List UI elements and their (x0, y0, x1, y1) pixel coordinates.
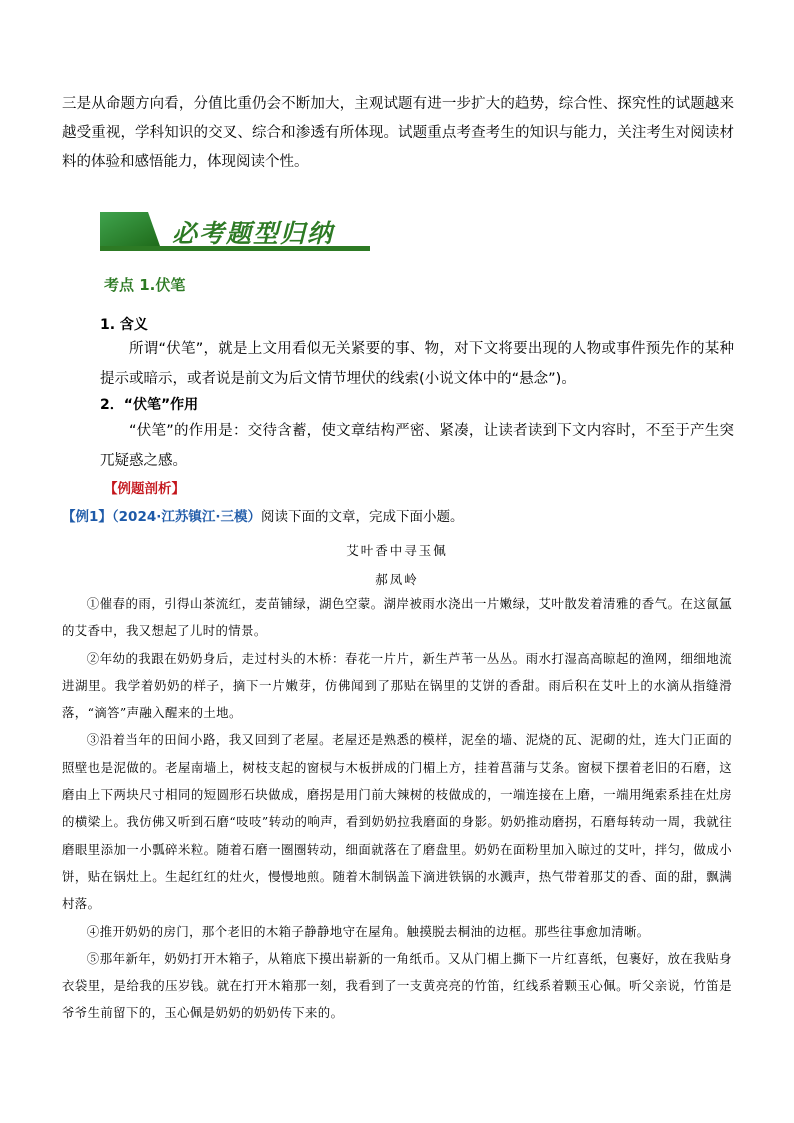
article-paragraph: ①催春的雨，引得山茶流红，麦苗铺绿，湖色空蒙。湖岸被雨水浇出一片嫩绿，艾叶散发着清雅的香气。在这氤氲的艾香中，我又想起了儿时的情景。 (62, 596, 732, 639)
section-body-meaning: 所谓“伏笔”，就是上文用看似无关紧要的事、物，对下文将要出现的人物或事件预先作的某种提示或暗示，或者说是前文为后文情节埋伏的线索(小说文体中的“悬念”)。 (100, 341, 734, 387)
article-paragraph: ⑤那年新年，奶奶打开木箱子，从箱底下摸出崭新的一角纸币。又从门楣上撕下一片红喜纸，包裹好，放在我贴身衣袋里，是给我的压岁钱。就在打开木箱那一刻，我看到了一支黄亮亮的竹笛，红线系着颗玉心佩。听父亲说，竹笛是爷爷生前留下的，玉心佩是奶奶的奶奶传下来的。 (62, 950, 732, 1021)
example-instruction: 阅读下面的文章，完成下面小题。 (261, 509, 464, 525)
section-body-function: “伏笔”的作用是：交待含蓄，使文章结构严密、紧凑，让读者读到下文内容时，不至于产生突兀疑惑之感。 (100, 423, 734, 469)
article-body (62, 590, 732, 1027)
example-line (62, 505, 464, 525)
intro-paragraph: 三是从命题方向看，分值比重仍会不断加大，主观试题有进一步扩大的趋势，综合性、探究性的试题越来越受重视，学科知识的交叉、综合和渗透有所体现。试题重点考查考生的知识与能力，关注考生对阅读材料的体验和感悟能力，体现阅读个性。 (62, 96, 734, 170)
article-paragraph: ③沿着当年的田间小路，我又回到了老屋。老屋还是熟悉的模样，泥垒的墙、泥烧的瓦、泥砌的灶，连大门正面的照壁也是泥做的。老屋南墙上，树枝支起的窗棂与木板拼成的门楣上方，挂着菖蒲与艾条。窗棂下摆着老旧的石磨，这磨由上下两块尺寸相同的短圆形石块做成，磨拐是用门前大辣树的枝做成的，一端连接在上磨，一端用绳索系挂在灶房的横梁上。我仿佛又听到石磨“吱吱”转动的响声，看到奶奶拉我磨面的身影。奶奶推动磨拐，石磨每转动一周，我就往磨眼里添加一小瓢碎米粒。随着石磨一圈圈转动，细面就落在了磨盘里。奶奶在面粉里加入晾过的艾叶，拌匀，做成小饼，贴在锅灶上。生起红红的灶火，慢慢地煎。随着木制锅盖下滴进铁锅的水溅声，热气带着那艾的香、面的甜，飘满村落。 (62, 732, 732, 912)
case-analysis-tag: 【例题剖析】 (104, 481, 185, 497)
banner-block (100, 212, 160, 246)
article-title: 艾叶香中寻玉佩 (346, 543, 448, 558)
example-number: 【例1】 (62, 509, 112, 525)
article-author: 郝凤岭 (375, 572, 419, 587)
section-heading-meaning: 1. 含义 (100, 317, 148, 333)
banner-title: 必考题型归纳 (172, 219, 335, 248)
example-source: （2024·江苏镇江·三模） (111, 509, 261, 525)
article-paragraph: ④推开奶奶的房门，那个老旧的木箱子静静地守在屋角。触摸脱去桐油的边框。那些往事愈加清晰。 (86, 923, 650, 939)
article-paragraph: ②年幼的我跟在奶奶身后，走过村头的木桥：春花一片片，新生芦苇一丛丛。雨水打湿高高晾起的渔网，细细地流进湖里。我学着奶奶的样子，摘下一片嫩芽，仿佛闻到了那贴在锅里的艾饼的香甜。雨后积在艾叶上的水滴从指缝滑落，“滴答”声融入醒来的土地。 (62, 650, 732, 721)
point-title: 考点 1.伏笔 (104, 276, 186, 294)
section-heading-function: 2．“伏笔”作用 (100, 397, 199, 413)
